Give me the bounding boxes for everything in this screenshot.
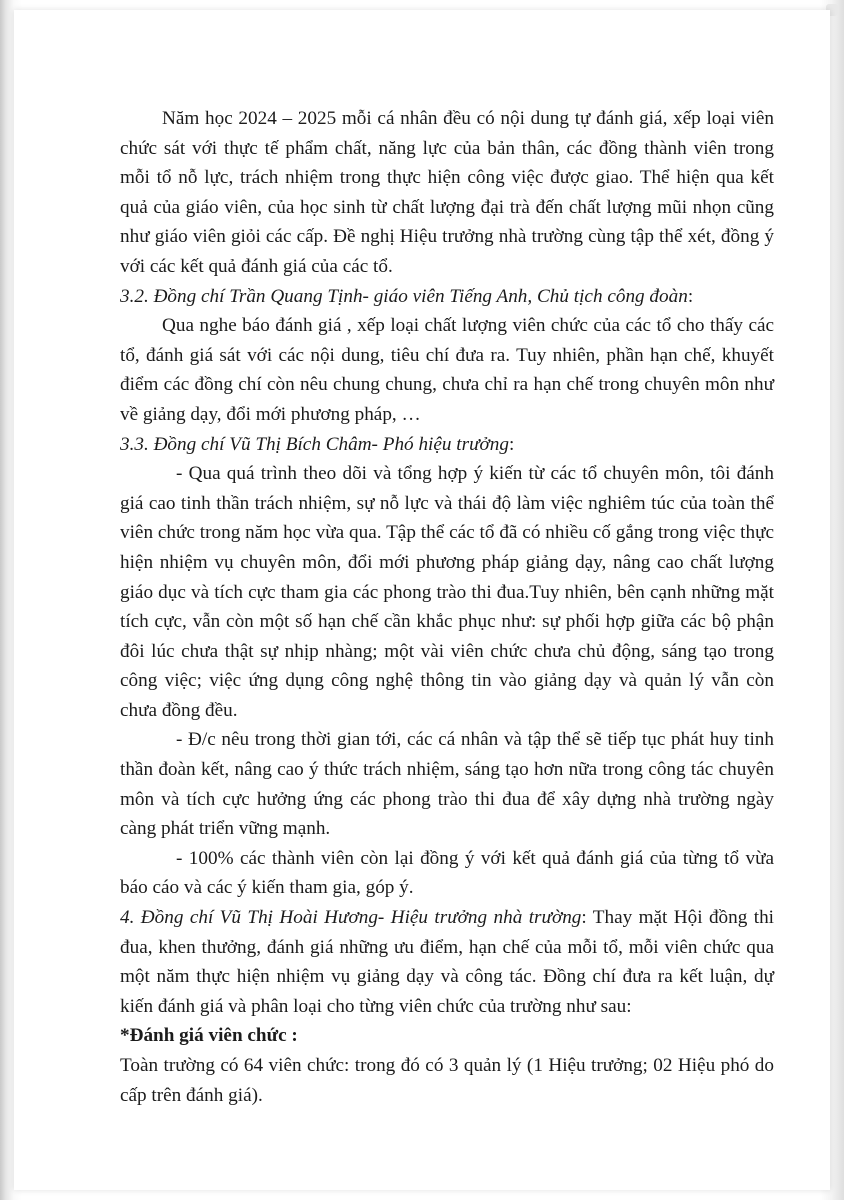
staff-evaluation-heading: *Đánh giá viên chức : xyxy=(120,1025,298,1047)
section-heading-3-3-colon: : xyxy=(508,433,515,455)
paragraph-staff-count: Toàn trường có 64 viên chức: trong đó có 3 quản lý (1 Hiệu trưởng; 02 Hiệu phó do cấp trên đánh giá). xyxy=(120,1055,774,1106)
section-heading-3-2-colon: : xyxy=(687,285,694,307)
section-heading-3-3 xyxy=(120,430,774,460)
document-page xyxy=(14,10,830,1190)
section-heading-3-3-text: 3.3. Đồng chí Vũ Thị Bích Châm- Phó hiệu trưởng xyxy=(120,433,509,455)
section-heading-3-2 xyxy=(120,282,774,312)
section-heading-4 xyxy=(120,903,774,1021)
section-heading-4-text: 4. Đồng chí Vũ Thị Hoài Hương- Hiệu trưởng nhà trường xyxy=(120,907,582,929)
paragraph-agreement: - 100% các thành viên còn lại đồng ý với kết quả đánh giá của từng tổ vừa báo cáo và các ý kiến tham gia, góp ý. xyxy=(120,847,774,899)
paragraph-self-assessment: Năm học 2024 – 2025 mỗi cá nhân đều có nội dung tự đánh giá, xếp loại viên chức sát với thực tế phẩm chất, năng lực của bản thân, các đồng thành viên trong mỗi tổ nỗ lực, trách nhiệm trong thực hiện công việc được giao. Thể hiện qua kết quả của giáo viên, của học sinh từ chất lượng đại trà đến chất lượng mũi nhọn cũng như giáo viên giỏi các cấp. Đề nghị Hiệu trưởng nhà trường cùng tập thể xét, đồng ý với các kết quả đánh giá của các tổ. xyxy=(120,108,774,277)
section-heading-3-2-text: 3.2. Đồng chí Trần Quang Tịnh- giáo viên Tiếng Anh, Chủ tịch công đoàn xyxy=(120,285,688,307)
paragraph-vice-principal-review: - Qua quá trình theo dõi và tổng hợp ý kiến từ các tổ chuyên môn, tôi đánh giá cao tinh thần trách nhiệm, sự nỗ lực và thái độ làm việc nghiêm túc của toàn thể viên chức trong năm học vừa qua. Tập thể các tổ đã có nhiều cố gắng trong việc thực hiện nhiệm vụ chuyên môn, đổi mới phương pháp giảng dạy, nâng cao chất lượng giáo dục và tích cực tham gia các phong trào thi đua.Tuy nhiên, bên cạnh những mặt tích cực, vẫn còn một số hạn chế cần khắc phục như: sự phối hợp giữa các bộ phận đôi lúc chưa thật sự nhịp nhàng; một vài viên chức chưa chủ động, sáng tạo trong công việc; việc ứng dụng công nghệ thông tin vào giảng dạy và quản lý vẫn còn chưa đồng đều. xyxy=(120,463,774,721)
paragraph-union-comment: Qua nghe báo đánh giá , xếp loại chất lượng viên chức của các tổ cho thấy các tổ, đánh giá sát với các nội dung, tiêu chí đưa ra. Tuy nhiên, phần hạn chế, khuyết điểm các đồng chí còn nêu chung chung, chưa chỉ ra hạn chế trong chuyên môn như về giảng dạy, đổi mới phương pháp, … xyxy=(120,315,774,425)
paragraph-future-direction: - Đ/c nêu trong thời gian tới, các cá nhân và tập thể sẽ tiếp tục phát huy tinh thần đoàn kết, nâng cao ý thức trách nhiệm, sáng tạo hơn nữa trong công tác chuyên môn và tích cực hưởng ứng các phong trào thi đua để xây dựng nhà trường ngày càng phát triển vững mạnh. xyxy=(120,729,774,840)
document-body xyxy=(120,104,774,1110)
section-heading-4-rest: : Thay mặt Hội đồng thi đua, khen thưởng, đánh giá những ưu điểm, hạn chế của mỗi tổ, mỗi viên chức qua một năm thực hiện nhiệm vụ giảng dạy và công tác. Đồng chí đưa ra kết luận, dự kiến đánh giá và phân loại cho từng viên chức của trường như sau: xyxy=(120,907,774,1017)
